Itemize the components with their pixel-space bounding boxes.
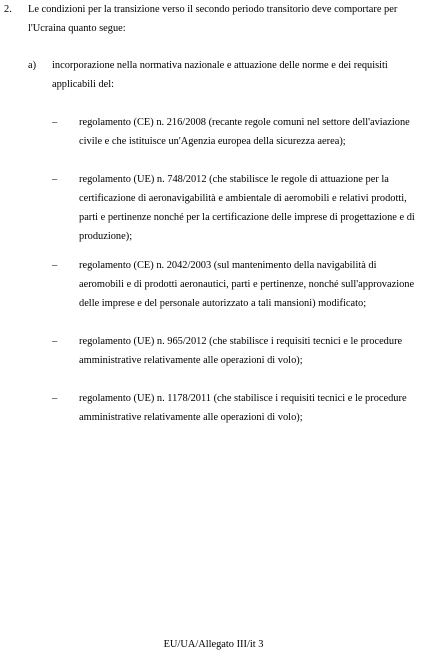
subpoint-label: a) bbox=[28, 60, 37, 71]
list-dash: – bbox=[52, 336, 58, 347]
list-dash: – bbox=[52, 260, 58, 271]
paragraph-text: Le condizioni per la transizione verso il secondo periodo transitorio deve comportare per l'Ucraina quanto segue: bbox=[28, 4, 398, 34]
list-dash: – bbox=[52, 174, 58, 185]
list-dash: – bbox=[52, 393, 58, 404]
paragraph-number: 2. bbox=[4, 4, 12, 15]
list-item-text: regolamento (CE) n. 216/2008 (recante regole comuni nel settore dell'aviazione civile e che istituisce un'Agenzia europea della sicurezza aerea); bbox=[79, 117, 410, 147]
list-dash: – bbox=[52, 117, 58, 128]
list-item-text: regolamento (CE) n. 2042/2003 (sul mantenimento della navigabilità di aeromobili e di prodotti aeronautici, parti e pertinenze, nonché sull'approvazione delle imprese e del personale autorizzato a tali mansioni) modificato; bbox=[79, 260, 415, 309]
list-item-text: regolamento (UE) n. 965/2012 (che stabilisce i requisiti tecnici e le procedure amministrative relativamente alle operazioni di volo); bbox=[79, 336, 403, 366]
page-footer-reference: EU/UA/Allegato III/it 3 bbox=[163, 639, 264, 650]
subpoint-text: incorporazione nella normativa nazionale e attuazione delle norme e dei requisiti applicabili del: bbox=[52, 60, 388, 90]
list-item-text: regolamento (UE) n. 748/2012 (che stabilisce le regole di attuazione per la certificazione di aeronavigabilità e ambientale di aeromobili e relativi prodotti, parti e pertinenze nonché per la certificazione delle imprese di progettazione e di produzione); bbox=[79, 174, 415, 242]
list-item-text: regolamento (UE) n. 1178/2011 (che stabilisce i requisiti tecnici e le procedure amministrative relativamente alle operazioni di volo); bbox=[79, 393, 407, 423]
